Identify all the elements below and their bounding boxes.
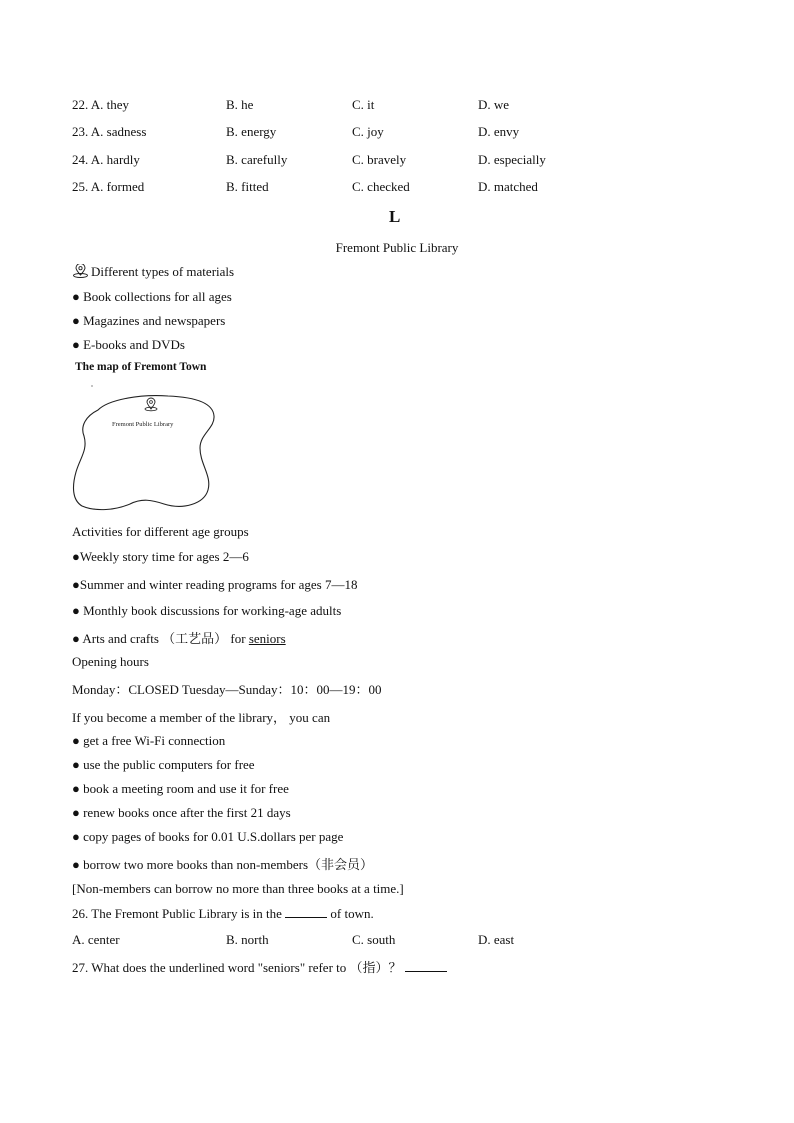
q26-stem-before: 26. The Fremont Public Library is in the [72,906,282,921]
q24-option-a: 24. A. hardly [72,152,140,167]
q24-option-b: B. carefully [226,152,288,167]
q26-answer-blank[interactable] [285,906,327,918]
activity-item: ●Weekly story time for ages 2—6 [72,549,249,564]
membership-item: ● get a free Wi-Fi connection [72,733,226,748]
q22-option-a: 22. A. they [72,97,130,112]
materials-heading [72,264,234,280]
activity-item-arts [72,628,286,647]
q23-option-a: 23. A. sadness [72,124,147,139]
membership-intro: If you become a member of the library， you can [72,710,331,725]
q26-stem-after: of town. [330,906,374,921]
question-26-stem [72,906,374,922]
q26-option-b: B. north [226,932,269,947]
membership-item: ● use the public computers for free [72,757,255,772]
question-26-options [72,932,632,950]
membership-item: ● renew books once after the first 21 days [72,805,291,820]
q25-option-c: C. checked [352,179,410,194]
hours-heading: Opening hours [72,654,149,669]
town-map [68,380,220,516]
seniors-underlined-word: seniors [248,631,286,646]
q25-option-b: B. fitted [226,179,269,194]
q26-option-a: A. center [72,932,120,947]
q22-option-b: B. he [226,97,254,112]
location-pin-icon [72,264,89,278]
q25-option-d: D. matched [478,179,538,194]
q27-stem-text: 27. What does the underlined word "seniors" refer to （指）？ [72,960,402,975]
materials-heading-text: Different types of materials [91,264,235,279]
question-25-row [72,179,632,197]
q23-option-b: B. energy [226,124,277,139]
map-library-label: Fremont Public Library [112,421,174,428]
materials-item: ● Magazines and newspapers [72,313,226,328]
question-27-stem [72,957,447,976]
membership-note: [Non-members can borrow no more than three books at a time.] [72,881,404,896]
town-boundary [74,396,215,510]
q24-option-c: C. bravely [352,152,407,167]
q23-option-c: C. joy [352,124,384,139]
q23-option-d: D. envy [478,124,520,139]
section-letter: L [389,207,401,226]
materials-item: ● E-books and DVDs [72,337,185,352]
q26-option-d: D. east [478,932,515,947]
question-22-row [72,97,632,115]
q22-option-c: C. it [352,97,375,112]
activity-item: ●Summer and winter reading programs for ages 7—18 [72,577,358,592]
membership-item: ● copy pages of books for 0.01 U.S.dollars per page [72,829,344,844]
question-24-row [72,152,632,170]
q26-option-c: C. south [352,932,396,947]
membership-item: ● borrow two more books than non-members（非会员） [72,857,374,872]
question-23-row [72,124,632,142]
membership-item: ● book a meeting room and use it for free [72,781,289,796]
q27-answer-blank[interactable] [405,960,447,972]
activities-heading: Activities for different age groups [72,524,249,539]
q22-option-d: D. we [478,97,510,112]
hours-text: Monday：CLOSED Tuesday—Sunday：10：00—19：00 [72,682,382,697]
map-location-pin-icon [145,398,157,411]
arts-prefix: ● Arts and crafts （工艺品） for [72,631,249,646]
activity-item: ● Monthly book discussions for working-age adults [72,603,342,618]
map-title: The map of Fremont Town [75,361,207,373]
materials-item: ● Book collections for all ages [72,289,232,304]
library-title: Fremont Public Library [335,240,459,255]
q24-option-d: D. especially [478,152,546,167]
q25-option-a: 25. A. formed [72,179,145,194]
